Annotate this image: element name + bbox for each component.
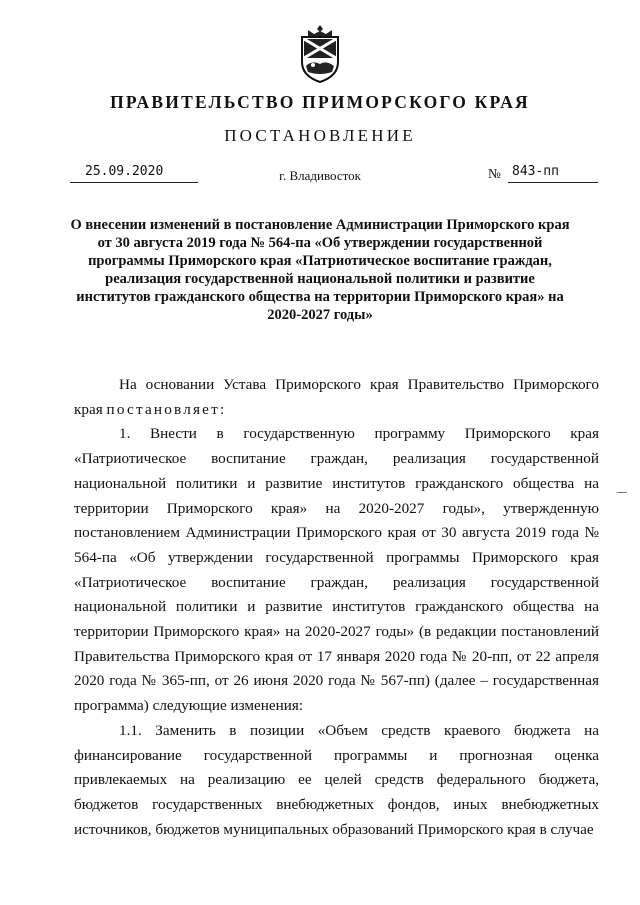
primorye-coat-of-arms-icon — [296, 24, 344, 84]
document-heading: О внесении изменений в постановление Администрации Приморского края от 30 августа 2019 года № 564-па «Об утверждении государственной программы Приморского края «Патриотическое воспитание граждан, реализация государственной национальной политики и развитие институтов гражданского общества на территории Приморского края» на 2020-2027 годы» — [70, 217, 570, 323]
government-title: ПРАВИТЕЛЬСТВО ПРИМОРСКОГО КРАЯ — [110, 92, 530, 112]
document-number: 843-пп — [512, 164, 559, 179]
document-date: 25.09.2020 — [85, 164, 164, 179]
margin-mark — [617, 492, 627, 493]
paragraph-1: 1. Внести в государственную программу Приморского края «Патриотическое воспитание граждан, реализация государственной национальной политики и развитие институтов гражданского общества на территории Приморского края» на 2020-2027 годы», утвержденную постановлением Администрации Приморского края от 30 августа 2019 года № 564-па «Об утверждении государственной программы Приморского края «Патриотическое воспитание граждан, реализация государственной национальной политики и развитие институтов гражданского общества на территории Приморского края» на 2020-2027 годы» (в редакции постановлений Правительства Приморского края от 17 января 2020 года № 20-пп, от 22 апреля 2020 года № 365-пп, от 26 июня 2020 года № 567-пп) (далее – государственная программа) следующие изменения: — [74, 425, 599, 715]
number-sign: № — [488, 166, 501, 181]
intro-text: На основании Устава Приморского края Правительство Приморского края — [74, 376, 599, 418]
document-city: г. Владивосток — [279, 168, 361, 183]
intro-paragraph — [74, 373, 599, 422]
paragraph-1-1: 1.1. Заменить в позиции «Объем средств краевого бюджета на финансирование государственной программы и прогнозная оценка привлекаемых на реализацию ее целей средств федерального бюджета, бюджетов государственных внебюджетных фондов, иных внебюджетных источников, бюджетов муниципальных образований Приморского края в случае — [74, 721, 599, 838]
document-type: ПОСТАНОВЛЕНИЕ — [224, 126, 416, 145]
intro-decree-word: постановляет: — [106, 400, 227, 418]
document-body — [74, 373, 599, 842]
